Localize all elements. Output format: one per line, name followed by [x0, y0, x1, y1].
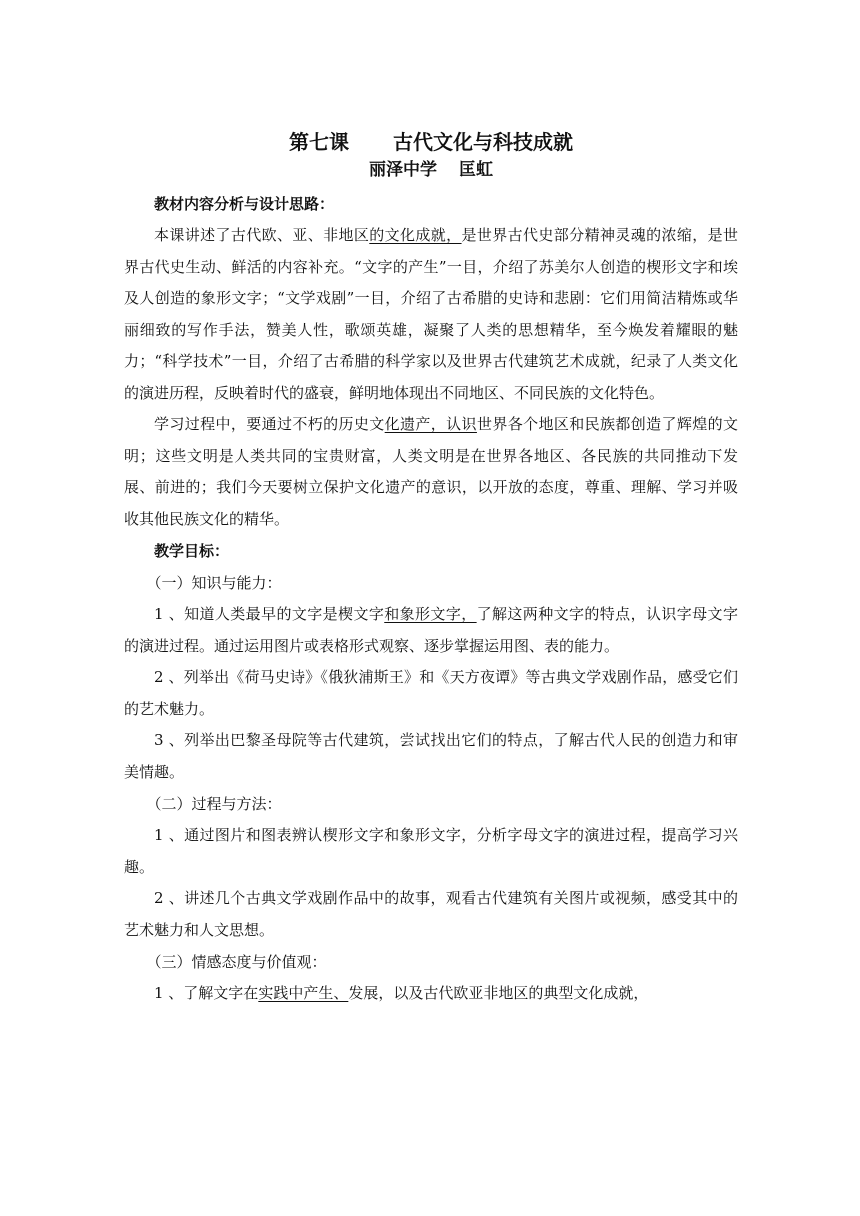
process-item-1: 1 、通过图片和图表辨认楔形文字和象形文字，分析字母文字的演进过程，提高学习兴趣。 [124, 826, 738, 876]
lesson-name: 古代文化与科技成就 [393, 130, 573, 154]
lesson-content [124, 128, 738, 1010]
text-run: 世界各个地区和民族都创造了辉煌的文明；这些文明是人类共同的宝贵财富，人类文明是在世界各地区、各民族的共同推动下发展、前进的；我们今天要树立保护文化遗产的意识，以开放的态度，尊重、理解、学习并吸收其他民族文化的精华。 [124, 415, 738, 528]
process-item-2: 2 、讲述几个古典文学戏剧作品中的故事，观看古代建筑有关图片或视频，感受其中的艺术魅力和人文思想。 [124, 889, 738, 939]
goals-heading: 教学目标： [154, 542, 230, 560]
lesson-title [124, 128, 738, 156]
knowledge-label: （一）知识与能力： [146, 574, 282, 592]
text-run: 1 、知道人类最早的文字是楔文字 [154, 605, 385, 623]
author-line [124, 156, 738, 184]
underlined-text: 实践中产生、 [258, 984, 349, 1002]
text-run: 了解这两种文字的特点，认识字母文字的演进过程。通过运用图片或表格形式观察、逐步掌握运用图、表的能力。 [124, 605, 738, 655]
text-run: 发展，以及古代欧亚非地区的典型文化成就， [348, 984, 649, 1002]
emotion-item-1 [124, 978, 738, 1010]
underlined-text: 和象形文字， [384, 605, 477, 623]
text-run: 学习过程中，要通过不朽的历史文 [154, 415, 385, 433]
knowledge-item-1 [124, 599, 738, 662]
lesson-number: 第七课 [289, 130, 349, 154]
author-name: 匡虹 [459, 160, 493, 180]
knowledge-item-3: 3 、列举出巴黎圣母院等古代建筑，尝试找出它们的特点，了解古代人民的创造力和审美情趣。 [124, 731, 738, 781]
underlined-text: 的文化成就， [369, 226, 462, 244]
knowledge-item-2: 2 、列举出《荷马史诗》《俄狄浦斯王》和《天方夜谭》等古典文学戏剧作品，感受它们的艺术魅力。 [124, 668, 738, 718]
underlined-text: 化遗产，认识 [384, 415, 477, 433]
analysis-paragraph-2 [124, 409, 738, 535]
text-run: 本课讲述了古代欧、亚、非地区 [154, 226, 370, 244]
analysis-heading: 教材内容分析与设计思路： [154, 195, 335, 213]
text-run: 1 、了解文字在 [154, 984, 259, 1002]
analysis-paragraph-1 [124, 220, 738, 409]
school-name: 丽泽中学 [369, 160, 437, 180]
text-run: 是世界古代史部分精神灵魂的浓缩，是世界古代史生动、鲜活的内容补充。“文字的产生”一目，介绍了苏美尔人创造的楔形文字和埃及人创造的象形文字；“文学戏剧”一目，介绍了古希腊的史诗和悲剧：它们用简洁精炼或华丽细致的写作手法，赞美人性，歌颂英雄，凝聚了人类的思想精华，至今焕发着耀眼的魅力；“科学技术”一目，介绍了古希腊的科学家以及世界古代建筑艺术成就，纪录了人类文化的演进历程，反映着时代的盛衰，鲜明地体现出不同地区、不同民族的文化特色。 [124, 226, 738, 402]
emotion-label: （三）情感态度与价值观： [146, 953, 327, 971]
process-label: （二）过程与方法： [146, 795, 282, 813]
